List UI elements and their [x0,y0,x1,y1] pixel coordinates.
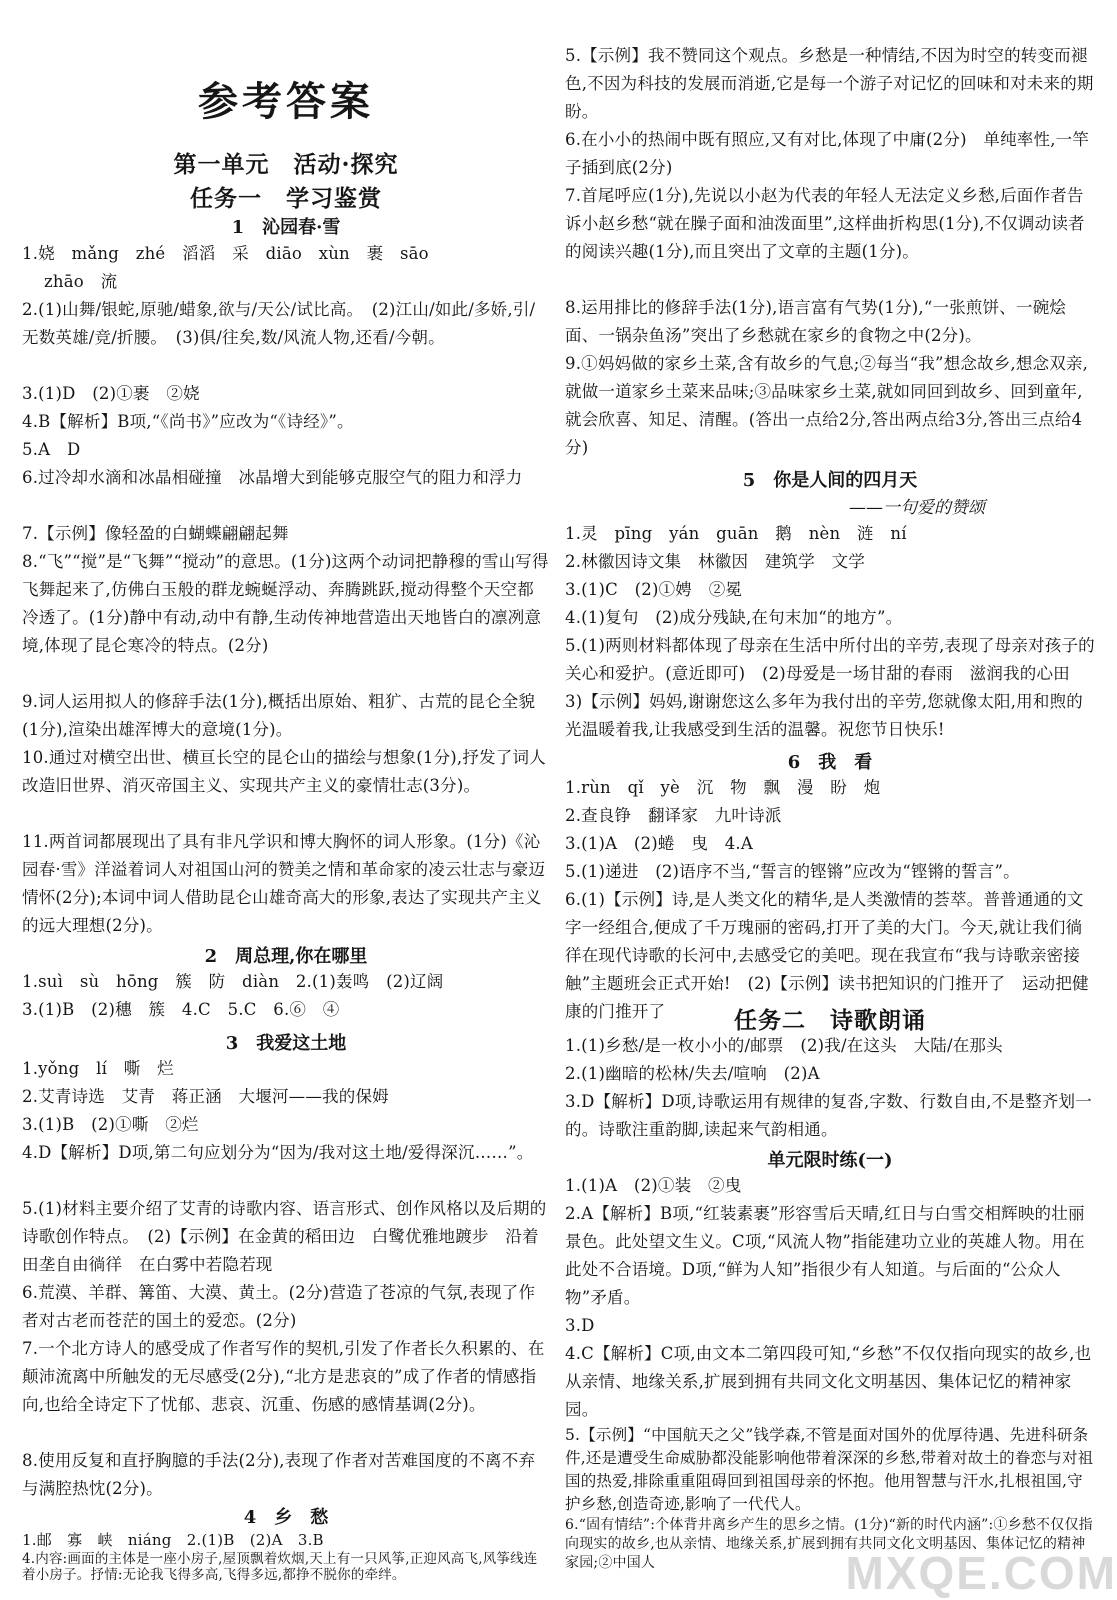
answer-item: 2.艾青诗选 艾青 蒋正涵 大堰河——我的保姆 [22,1087,389,1106]
lesson-heading: 5 你是人间的四月天 [742,470,918,491]
answer-item: 3.(1)D (2)①裹 ②娆 [22,384,200,403]
answer-item: 5.(1)递进 (2)语序不当,“誓言的铿锵”应改为“铿锵的誓言”。 [565,862,1020,881]
lesson-subtitle: ——一句爱的赞颂 [849,498,985,518]
answer-item: 5.【示例】“中国航天之父”钱学森,不管是面对国外的优厚待遇、先进科研条件,还是遭受生命威胁都没能影响他带着深深的乡愁,带着对故土的眷恋与对祖国的热爱,排除重重阻碍回到祖国母亲的怀抱。他用智慧与汗水,扎根祖国,守护乡愁,创造奇迹,影响了一代代人。 [565,1426,1094,1513]
exam-heading: 单元限时练(一) [767,1150,893,1171]
answer-item: 8.运用排比的修辞手法(1分),语言富有气势(1分),“一张煎饼、一碗烩面、一锅杂鱼汤”突出了乡愁就在家乡的食物之中(2分)。 [565,298,1067,345]
answer-item: 8.使用反复和直抒胸臆的手法(2分),表现了作者对苦难国度的不离不弃与满腔热忱(2分)。 [22,1451,536,1498]
answer-item: 2.林徽因诗文集 林徽因 建筑学 文学 [565,552,866,571]
answer-item: 9.词人运用拟人的修辞手法(1分),概括出原始、粗犷、古荒的昆仑全貌(1分),渲染出雄浑博大的意境(1分)。 [22,692,536,739]
answer-item: 5.【示例】我不赞同这个观点。乡愁是一种情结,不因为时空的转变而褪色,不因为科技的发展而消逝,它是每一个游子对记忆的回味和对未来的期盼。 [565,46,1094,121]
answer-item: 4.C【解析】C项,由文本二第四段可知,“乡愁”不仅仅指向现实的故乡,也从亲情、地缘关系,扩展到拥有共同文化文明基因、集体记忆的精神家园。 [565,1344,1092,1419]
answer-item: 7.首尾呼应(1分),先说以小赵为代表的年轻人无法定义乡愁,后面作者告诉小赵乡愁“就在臊子面和油泼面里”,这样曲折构思(1分),不仅调动读者的阅读兴趣(1分),而且突出了文章的主题(1分)。 [565,186,1085,261]
answer-item: 4.B【解析】B项,“《尚书》”应改为“《诗经》”。 [22,412,354,431]
answer-item: 9.①妈妈做的家乡土菜,含有故乡的气息;②每当“我”想念故乡,想念双亲,就做一道家乡土菜来品味;③品味家乡土菜,就如同回到故乡、回到童年,就会欣喜、知足、清醒。(答出一点给2分,答出两点给3分,答出三点给4分) [565,354,1089,457]
answer-item: 6.荒漠、羊群、篝笛、大漠、黄土。(2分)营造了苍凉的气氛,表现了作者对古老而苍茫的国土的爱恋。(2分) [22,1283,536,1330]
answer-item: 6.(1)【示例】诗,是人类文化的精华,是人类激情的荟萃。普普通通的文字一经组合,便成了千万瑰丽的密码,打开了美的大门。今天,就让我们徜徉在现代诗歌的长河中,去感受它的美吧。现在我宣布“我与诗歌亲密接触”主题班会正式开始! (2)【示例】读书把知识的门推开了 运动把健康的门推开了 [565,890,1089,1021]
task-heading: 任务二 诗歌朗诵 [734,1007,926,1034]
answer-item: 2.(1)幽暗的松林/失去/喧响 (2)A [565,1064,820,1083]
watermark: MXQE.COM [845,1547,1117,1599]
answer-item: 3.(1)C (2)①娉 ②冕 [565,580,743,599]
answer-item: 3.(1)A (2)蜷 曳 4.A [565,834,753,853]
answer-item: 1.(1)乡愁/是一枚小小的/邮票 (2)我/在这头 大陆/在那头 [565,1036,1003,1055]
lesson-heading: 1 沁园春·雪 [231,217,341,238]
answer-item: 6.过冷却水滴和冰晶相碰撞 冰晶增大到能够克服空气的阻力和浮力 [22,468,523,487]
answer-item: 1.灵 pīng yán guān 鹅 nèn 涟 ní [565,524,907,543]
answer-item: 3.(1)B (2)穗 簇 4.C 5.C 6.⑥ ④ [22,1000,340,1019]
answer-item: 1.(1)A (2)①装 ②曳 [565,1176,742,1195]
answer-item: 4.D【解析】D项,第二句应划分为“因为/我对这土地/爱得深沉……”。 [22,1143,534,1162]
answer-item: 1.suì sù hōng 簇 防 diàn 2.(1)轰鸣 (2)辽阔 [22,972,444,991]
lesson-heading: 2 周总理,你在哪里 [204,946,368,967]
answer-item: 5.A D [22,440,81,459]
lesson-heading: 6 我 看 [787,752,873,773]
answer-item: 7.【示例】像轻盈的白蝴蝶翩翩起舞 [22,524,289,543]
answer-item: 3.D [565,1316,595,1335]
answer-item: 5.(1)材料主要介绍了艾青的诗歌内容、语言形式、创作风格以及后期的诗歌创作特点。 (2)【示例】在金黄的稻田边 白鹭优雅地踱步 沿着田垄自由徜徉 在白雾中若隐若现 [22,1199,547,1274]
answer-item: 1.邮 寡 峡 niáng 2.(1)B (2)A 3.B [22,1531,324,1549]
answer-item: 4.内容:画面的主体是一座小房子,屋顶飘着炊烟,天上有一只风筝,正迎风高飞,风筝线连着小房子。抒情:无论我飞得多高,飞得多远,都挣不脱你的牵绊。 [22,1551,538,1583]
answer-item: 8.“飞”“搅”是“飞舞”“搅动”的意思。(1分)这两个动词把静穆的雪山写得飞舞起来了,仿佛白玉般的群龙蜿蜒浮动、奔腾跳跃,搅动得整个天空都冷透了。(1分)静中有动,动中有静,生动传神地营造出天地皆白的凛冽意境,体现了昆仑寒冷的特点。(2分) [22,552,549,655]
answer-item: 1.娆 mǎng zhé 滔滔 采 diāo xùn 裹 sāo [22,244,429,263]
answer-item: 10.通过对横空出世、横亘长空的昆仑山的描绘与想象(1分),抒发了词人改造旧世界、消灭帝国主义、实现共产主义的豪情壮志(3分)。 [22,748,546,795]
answer-item: 6.“固有情结”:个体背井离乡产生的思乡之情。(1分)“新的时代内涵”:①乡愁不仅仅指向现实的故乡,也从亲情、地缘关系,扩展到拥有共同文化文明基因、集体记忆的精神家园;②中国人 [565,1517,1093,1571]
answer-item: 1.rùn qǐ yè 沉 物 飘 漫 盼 炮 [565,778,881,797]
page-title: 参考答案 [198,78,374,125]
lesson-heading: 3 我爱这土地 [225,1033,347,1054]
answer-item: 7.一个北方诗人的感受成了作者写作的契机,引发了作者长久积累的、在颠沛流离中所触发的无尽感受(2分),“北方是悲哀的”成了作者的情感指向,也给全诗定下了忧郁、悲哀、沉重、伤感的感情基调(2分)。 [22,1339,545,1414]
answer-item: 5.(1)两则材料都体现了母亲在生活中所付出的辛劳,表现了母亲对孩子的关心和爱护。(意近即可) (2)母爱是一场甘甜的春雨 滋润我的心田 3)【示例】妈妈,谢谢您这么多年为我付出的辛劳,您就像太阳,用和煦的光温暖着我,让我感受到生活的温馨。祝您节日快乐! [565,636,1095,739]
answer-item: 2.(1)山舞/银蛇,原驰/蜡象,欲与/天公/试比高。 (2)江山/如此/多娇,引/无数英雄/竞/折腰。 (3)俱/往矣,数/风流人物,还看/今朝。 [22,300,536,347]
answer-item: 11.两首词都展现出了具有非凡学识和博大胸怀的词人形象。(1分)《沁园春·雪》洋溢着词人对祖国山河的赞美之情和革命家的凌云壮志与豪迈情怀(2分);本词中词人借助昆仑山雄奇高大的形象,表达了实现共产主义的远大理想(2分)。 [22,832,546,935]
answer-item: 2.查良铮 翻译家 九叶诗派 [565,806,782,825]
answer-item: zhāo 流 [44,272,118,291]
answer-item: 4.(1)复句 (2)成分残缺,在句末加“的地方”。 [565,608,903,627]
unit-heading: 第一单元 活动·探究 [173,151,399,178]
answer-item: 1.yǒng lí 嘶 烂 [22,1059,174,1078]
lesson-heading: 4 乡 愁 [243,1507,329,1528]
answer-item: 6.在小小的热闹中既有照应,又有对比,体现了中庸(2分) 单纯率性,一竿子插到底(2分) [565,130,1090,177]
answer-item: 3.D【解析】D项,诗歌运用有规律的复沓,字数、行数自由,不是整齐划一的。诗歌注重韵脚,读起来气韵相通。 [565,1092,1092,1139]
task-heading: 任务一 学习鉴赏 [190,185,382,212]
answer-item: 2.A【解析】B项,“红装素裹”形容雪后天晴,红日与白雪交相辉映的壮丽景色。此处望文生义。C项,“风流人物”指能建功立业的英雄人物。用在此处不合语境。D项,“鲜为人知”指很少有人知道。与后面的“公众人物”矛盾。 [565,1204,1085,1307]
answer-item: 3.(1)B (2)①嘶 ②烂 [22,1115,199,1134]
